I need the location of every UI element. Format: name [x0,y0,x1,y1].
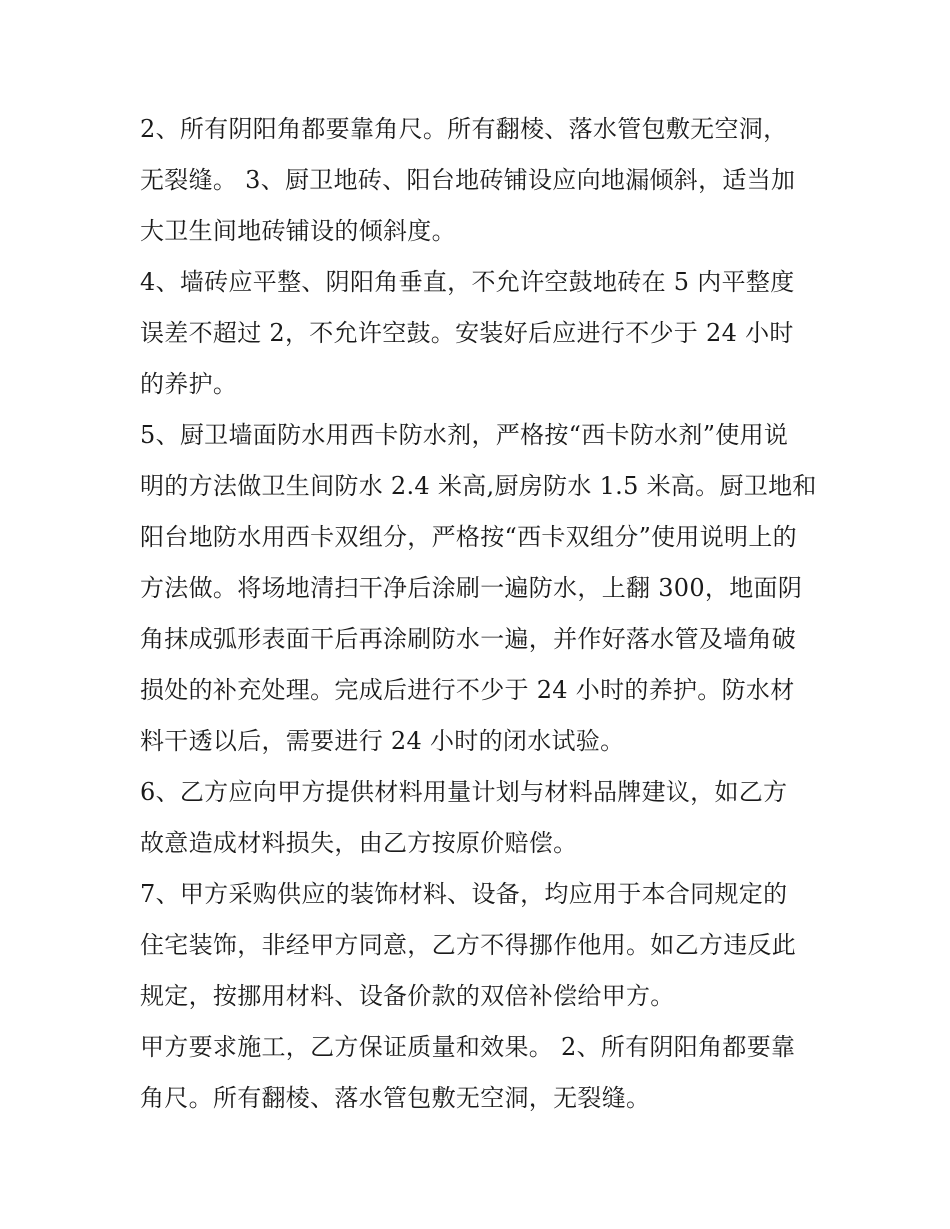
text-line: 无裂缝。 3、厨卫地砖、阳台地砖铺设应向地漏倾斜，适当加 [140,166,796,194]
text-line: 角抹成弧形表面干后再涂刷防水一遍，并作好落水管及墙角破 [140,625,797,653]
text-line: 规定，按挪用材料、设备价款的双倍补偿给甲方。 [140,982,675,1010]
text-line: 2、所有阴阳角都要靠角尺。所有翻棱、落水管包敷无空洞， [140,115,788,143]
text-line: 料干透以后，需要进行 24 小时的闭水试验。 [140,727,625,755]
text-line: 7、甲方采购供应的装饰材料、设备，均应用于本合同规定的 [140,880,788,908]
text-line: 5、厨卫墙面防水用西卡防水剂，严格按“西卡防水剂”使用说 [140,421,789,449]
text-line: 明的方法做卫生间防水 2.4 米高,厨房防水 1.5 米高。厨卫地和 [140,472,817,500]
text-line: 故意造成材料损失，由乙方按原价赔偿。 [140,829,578,857]
text-line: 4、墙砖应平整、阴阳角垂直，不允许空鼓地砖在 5 内平整度 [140,268,795,296]
text-line: 损处的补充处理。完成后进行不少于 24 小时的养护。防水材 [140,676,795,704]
text-line: 方法做。将场地清扫干净后涂刷一遍防水，上翻 300，地面阴 [140,574,803,602]
text-line: 6、乙方应向甲方提供材料用量计划与材料品牌建议，如乙方 [140,778,788,806]
document-body [140,104,820,1124]
text-line: 大卫生间地砖铺设的倾斜度。 [140,217,456,245]
text-line: 的养护。 [140,370,238,398]
text-line: 阳台地防水用西卡双组分，严格按“西卡双组分”使用说明上的 [140,523,797,551]
text-line: 误差不超过 2，不允许空鼓。安装好后应进行不少于 24 小时 [140,319,794,347]
text-line: 甲方要求施工，乙方保证质量和效果。 2、所有阴阳角都要靠 [140,1033,796,1061]
text-line: 住宅装饰，非经甲方同意，乙方不得挪作他用。如乙方违反此 [140,931,797,959]
text-line: 角尺。所有翻棱、落水管包敷无空洞，无裂缝。 [140,1084,651,1112]
